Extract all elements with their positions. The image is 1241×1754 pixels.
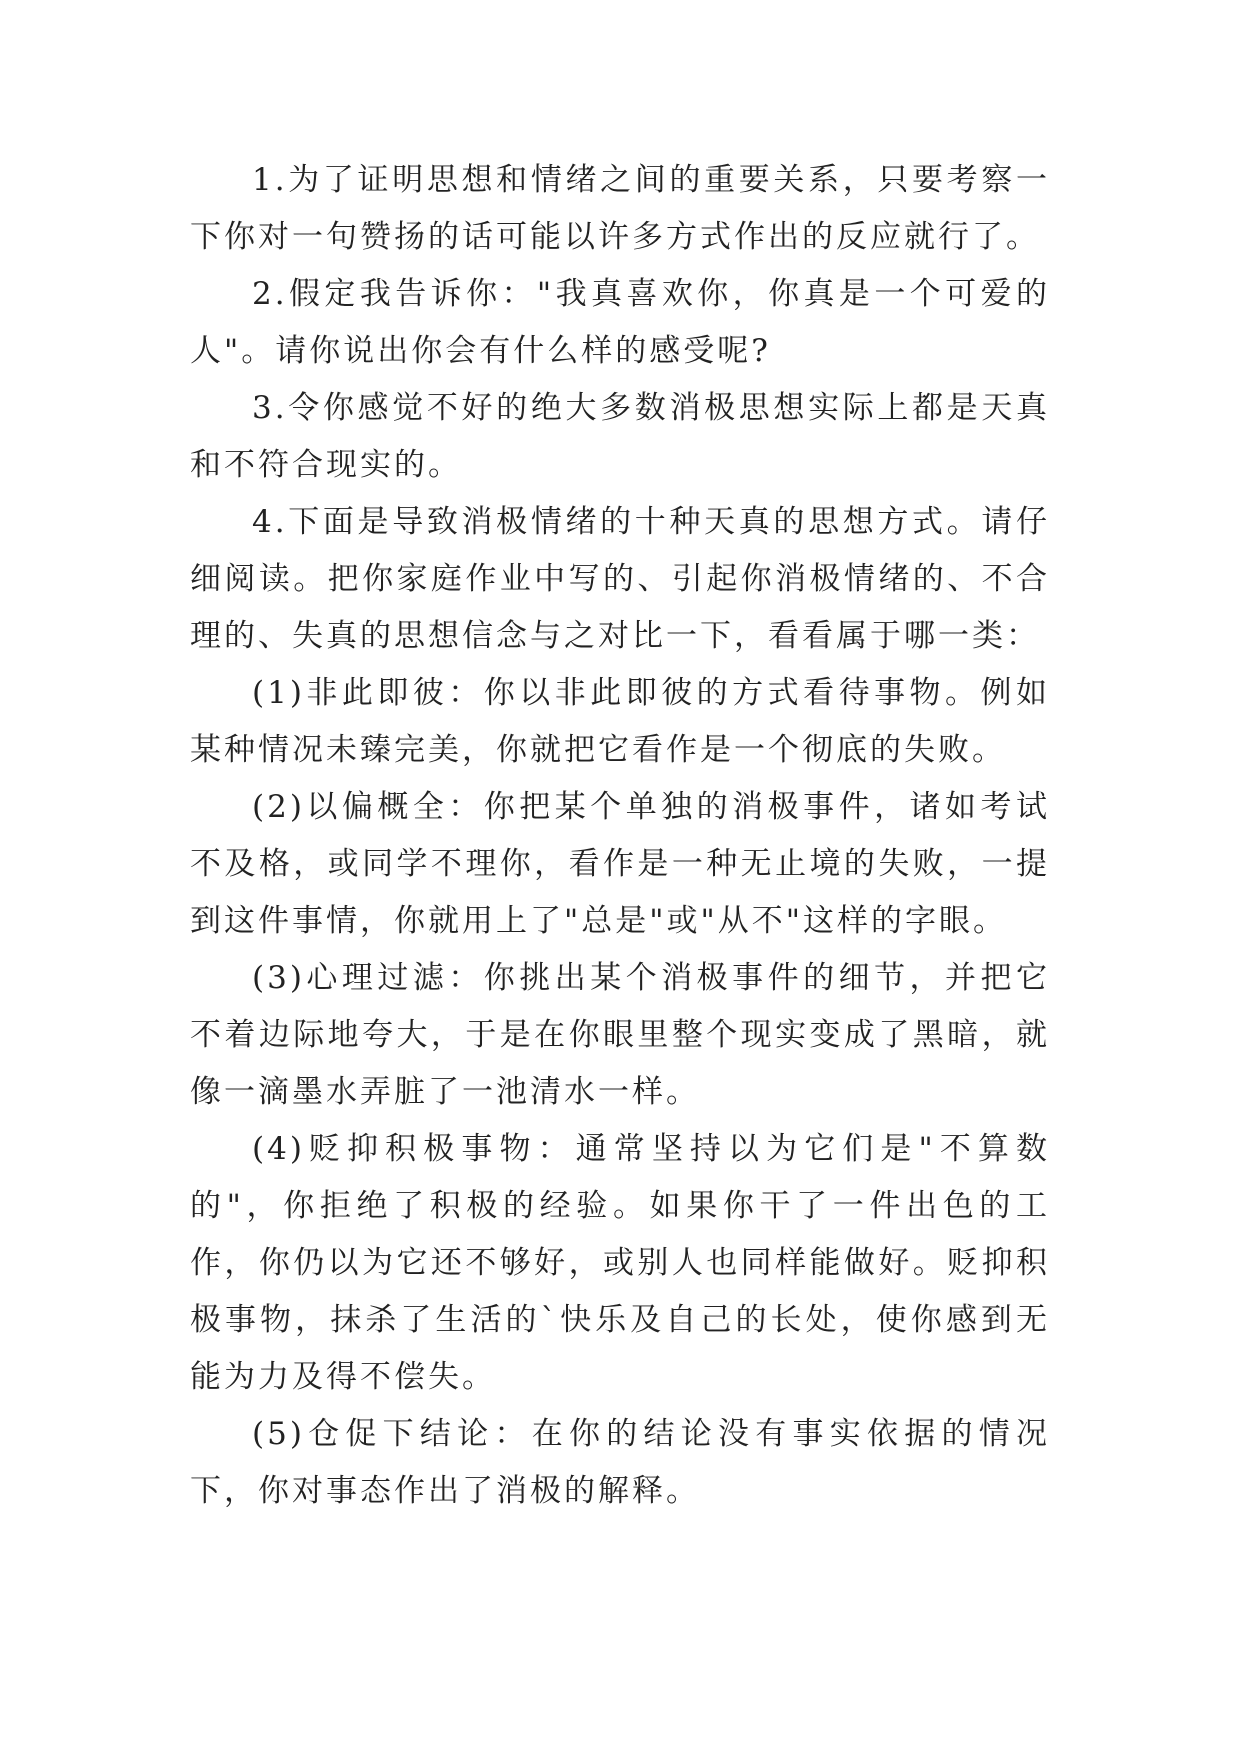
paragraph-3: 3.令你感觉不好的绝大多数消极思想实际上都是天真和不符合现实的。	[190, 390, 1050, 483]
paragraph-2: 2.假定我告诉你："我真喜欢你，你真是一个可爱的人"。请你说出你会有什么样的感受呢?	[190, 276, 1050, 369]
paragraph-item-5: (5)仓促下结论：在你的结论没有事实依据的情况下，你对事态作出了消极的解释。	[190, 1416, 1050, 1509]
paragraph-1: 1.为了证明思想和情绪之间的重要关系，只要考察一下你对一句赞扬的话可能以许多方式作出的反应就行了。	[190, 162, 1050, 255]
paragraph-item-1: (1)非此即彼：你以非此即彼的方式看待事物。例如某种情况未臻完美，你就把它看作是一个彻底的失败。	[190, 675, 1050, 768]
paragraph-item-3: (3)心理过滤：你挑出某个消极事件的细节，并把它不着边际地夸大，于是在你眼里整个现实变成了黑暗，就像一滴墨水弄脏了一池清水一样。	[190, 960, 1050, 1110]
document-body	[190, 152, 1050, 1520]
paragraph-item-4: (4)贬抑积极事物：通常坚持以为它们是"不算数的"，你拒绝了积极的经验。如果你干了一件出色的工作，你仍以为它还不够好，或别人也同样能做好。贬抑积极事物，抹杀了生活的`快乐及自己的长处，使你感到无能为力及得不偿失。	[190, 1131, 1050, 1395]
paragraph-4: 4.下面是导致消极情绪的十种天真的思想方式。请仔细阅读。把你家庭作业中写的、引起你消极情绪的、不合理的、失真的思想信念与之对比一下，看看属于哪一类：	[190, 504, 1050, 654]
paragraph-item-2: (2)以偏概全：你把某个单独的消极事件，诸如考试不及格，或同学不理你，看作是一种无止境的失败，一提到这件事情，你就用上了"总是"或"从不"这样的字眼。	[190, 789, 1050, 939]
